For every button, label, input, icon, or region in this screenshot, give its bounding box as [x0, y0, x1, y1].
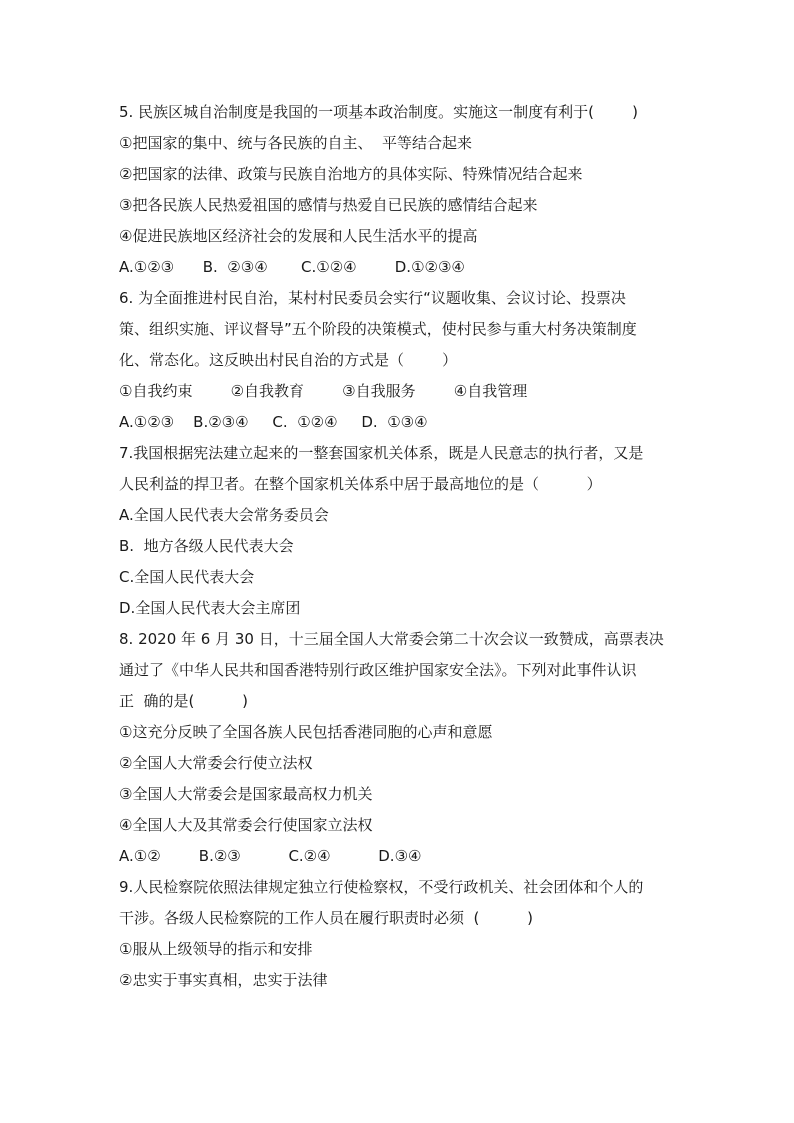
question-7-stem-line-2: 人民利益的捍卫者。在整个国家机关体系中居于最高地位的是（ ）: [119, 475, 602, 493]
question-7-option-a: A.全国人民代表大会常务委员会: [119, 506, 329, 524]
question-5-option-2: ②把国家的法律、政策与民族自治地方的具体实际、特殊情况结合起来: [119, 165, 583, 183]
question-7-option-b: B. 地方各级人民代表大会: [119, 537, 294, 555]
question-5-option-3: ③把各民族人民热爱祖国的感情与热爱自已民族的感情结合起来: [119, 196, 538, 214]
question-5-choices: A.①②③ B. ②③④ C.①②④ D.①②③④: [119, 258, 465, 276]
question-8-option-2: ②全国人大常委会行使立法权: [119, 754, 313, 772]
question-7-option-c: C.全国人民代表大会: [119, 568, 255, 586]
question-8-option-1: ①这充分反映了全国各族人民包括香港同胞的心声和意愿: [119, 723, 493, 741]
question-8-stem-line-1: 8. 2020 年 6 月 30 日，十三届全国人大常委会第二十次会议一致赞成，高票表决: [119, 630, 664, 648]
question-6-options: ①自我约束 ②自我教育 ③自我服务 ④自我管理: [119, 382, 528, 400]
question-9-option-1: ①服从上级领导的指示和安排: [119, 940, 313, 958]
question-9-stem-line-2: 干涉。各级人民检察院的工作人员在履行职责时必须 ( ): [119, 909, 533, 927]
question-9-option-2: ②忠实于事实真相，忠实于法律: [119, 971, 328, 989]
question-8-stem-line-3: 正 确的是( ): [119, 692, 248, 710]
question-8-option-3: ③全国人大常委会是国家最高权力机关: [119, 785, 373, 803]
question-6-stem-line-1: 6. 为全面推进村民自治，某村村民委员会实行“议题收集、会议讨论、投票决: [119, 289, 626, 307]
question-7-stem-line-1: 7.我国根据宪法建立起来的一整套国家机关体系，既是人民意志的执行者，又是: [119, 444, 644, 462]
question-6-choices: A.①②③ B.②③④ C. ①②④ D. ①③④: [119, 413, 428, 431]
question-8-stem-line-2: 通过了《中华人民共和国香港特别行政区维护国家安全法》。下列对此事件认识: [119, 661, 637, 679]
question-6-stem-line-3: 化、常态化。这反映出村民自治的方式是（ ）: [119, 351, 458, 369]
question-6-stem-line-2: 策、组织实施、评议督导”五个阶段的决策模式，使村民参与重大村务决策制度: [119, 320, 637, 338]
question-5-stem-line-1: 5. 民族区城自治制度是我国的一项基本政治制度。实施这一制度有利于( ): [119, 103, 638, 121]
question-9-stem-line-1: 9.人民检察院依照法律规定独立行使检察权，不受行政机关、社会团体和个人的: [119, 878, 644, 896]
question-8-option-4: ④全国人大及其常委会行使国家立法权: [119, 816, 373, 834]
question-7-option-d: D.全国人民代表大会主席团: [119, 599, 301, 617]
question-5-option-4: ④促进民族地区经济社会的发展和人民生活水平的提高: [119, 227, 478, 245]
question-8-choices: A.①② B.②③ C.②④ D.③④: [119, 847, 422, 865]
question-5-option-1: ①把国家的集中、统与各民族的自主、 平等结合起来: [119, 134, 472, 152]
